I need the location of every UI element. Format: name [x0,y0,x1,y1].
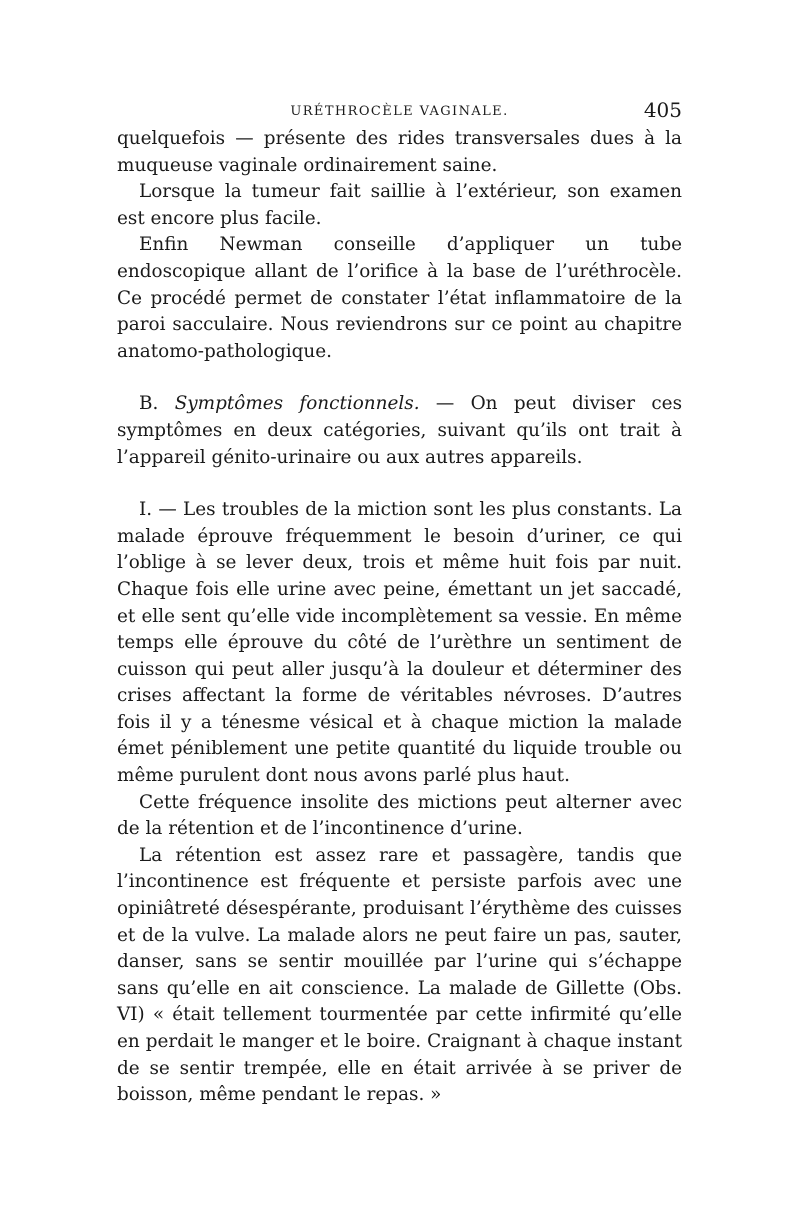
section-b-text: — On peut diviser ces symptômes en deux catégories, suivant qu’ils ont trait à l’appareil génito-urinaire ou aux autres appareils. [117,393,683,468]
paragraph-continuation: quelquefois — présente des rides transversales dues à la muqueuse vaginale ordinairement saine. [117,128,682,176]
spacer [117,471,682,497]
paragraph-tumeur-saillie: Lorsque la tumeur fait saillie à l’extérieur, son examen est encore plus facile. [117,181,682,229]
section-b-paragraph [117,391,682,471]
paragraph-troubles-miction: I. — Les troubles de la miction sont les plus constants. La malade éprouve fréquemment le besoin d’uriner, ce qui l’oblige à se lever deux, trois et même huit fois par nuit. Chaque fois elle urine avec peine, émettant un jet saccadé, et elle sent qu’elle vide incomplètement sa vessie. En même temps elle éprouve du côté de l’urèthre un sentiment de cuisson qui peut aller jusqu’à la douleur et déterminer des crises affectant la forme de véritables névroses. D’autres fois il y a ténesme vésical et à chaque miction la malade émet péniblement une petite quantité du liquide trouble ou même purulent dont nous avons parlé plus haut. [117,499,682,787]
section-b-title: Symptômes fonctionnels. [174,393,420,415]
page-number: 405 [643,98,682,122]
paragraph-frequence: Cette fréquence insolite des mictions peut alterner avec de la rétention et de l’incontinence d’urine. [117,791,682,840]
paragraph-retention: La rétention est assez rare et passagère, tandis que l’incontinence est fréquente et persiste parfois avec une opiniâtreté désespérante, produisant l’érythème des cuisses et de la vulve. La malade alors ne peut faire un pas, sauter, danser, sans se sentir mouillée par l’urine qui s’échappe sans qu’elle en ait conscience. La malade de Gillette (Obs. VI) « était tellement tourmentée par cette infirmité qu’elle en perdait le manger et le boire. Craignant à chaque instant de se sentir trempée, elle en était arrivée à se priver de boisson, même pendant le repas. » [117,844,682,1106]
running-head [117,98,682,124]
book-page [117,98,682,1109]
spacer [117,365,682,391]
running-title: URÉTHROCÈLE VAGINALE. [290,104,509,119]
section-b-prefix: B. [139,393,175,415]
paragraph-newman: Enfin Newman conseille d’appliquer un tube endoscopique allant de l’orifice à la base de l’uréthrocèle. Ce procédé permet de constater l’état inflammatoire de la paroi sacculaire. Nous reviendrons sur ce point au chapitre anatomo-pathologique. [117,234,682,362]
